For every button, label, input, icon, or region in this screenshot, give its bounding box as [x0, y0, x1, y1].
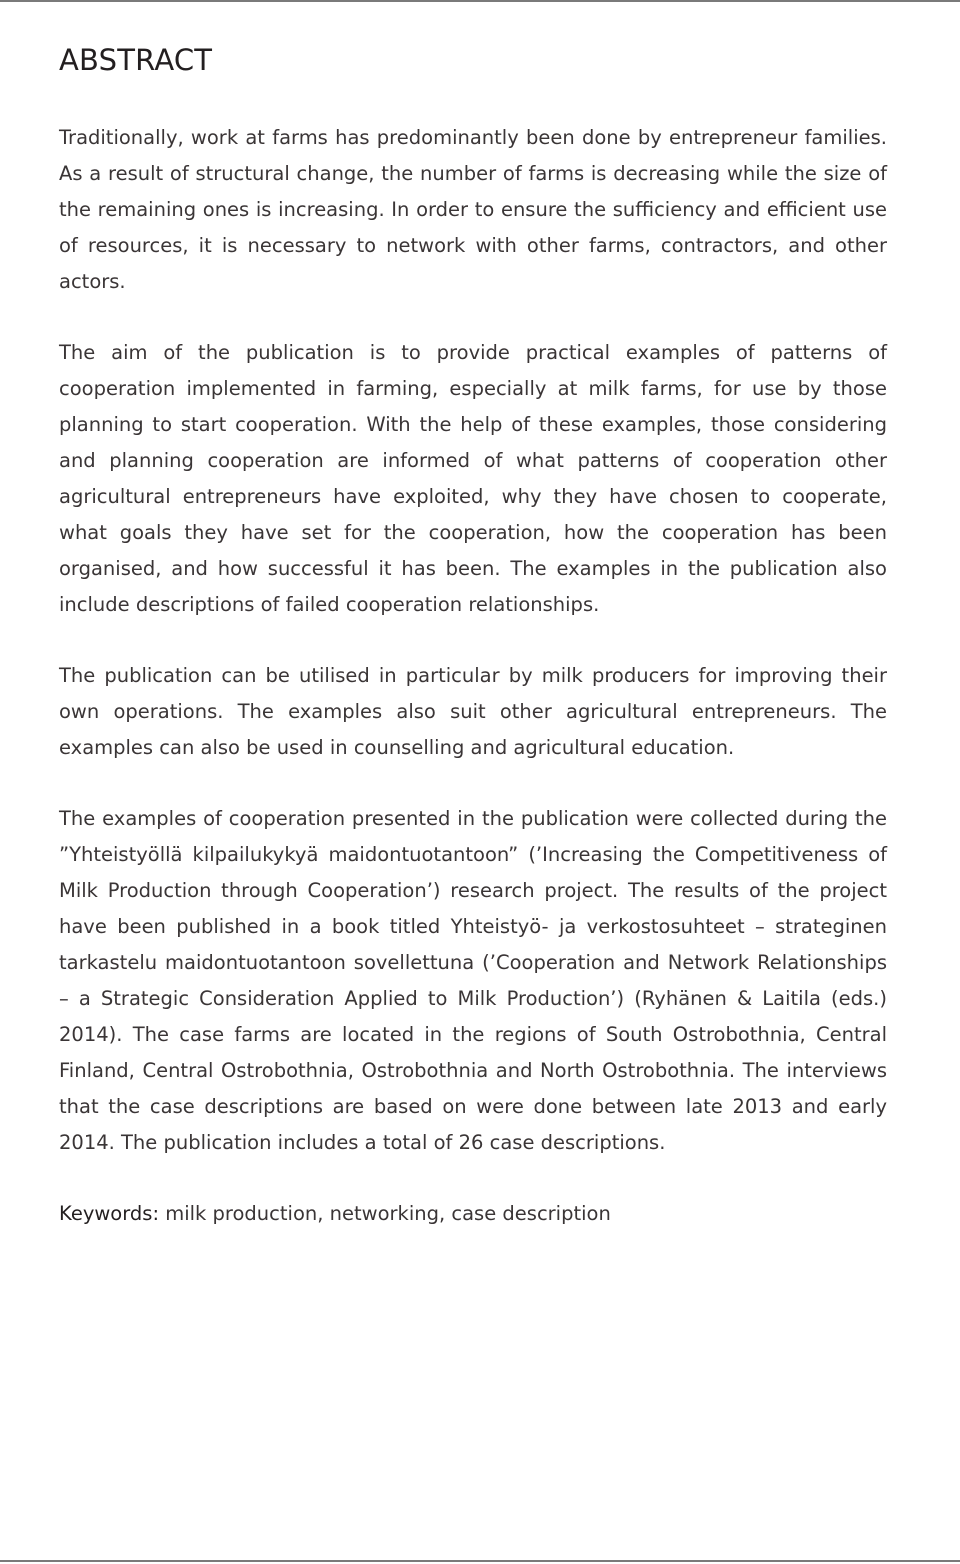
paragraph-sources: The examples of cooperation presented in the publication were collected during the ”Yhteistyöllä kilpailukykyä maidontuotantoon” (’Increasing the Competitiveness of Milk Production through Cooperation’) research project. The results of the project have been published in a book titled Yhteistyö- ja verkostosuhteet – strateginen tarkastelu maidontuotantoon sovellettuna (’Cooperation and Network Relationships – a Strategic Consideration Applied to Milk Production’) (Ryhänen & Laitila (eds.) 2014). The case farms are located in the regions of South Ostrobothnia, Central Finland, Central Ostrobothnia, Ostrobothnia and North Ostrobothnia. The interviews that the case descriptions are based on were done between late 2013 and early 2014. The publication includes a total of 26 case descriptions. — [59, 807, 887, 1154]
keywords-line — [59, 1196, 887, 1232]
paragraph-aim: The aim of the publication is to provide practical examples of patterns of cooperation implemented in farming, especially at milk farms, for use by those planning to start cooperation. With the help of these examples, those considering and planning cooperation are informed of what patterns of cooperation other agricultural entrepreneurs have exploited, why they have chosen to cooperate, what goals they have set for the cooperation, how the cooperation has been organised, and how successful it has been. The examples in the publication also include descriptions of failed cooperation relationships. — [59, 341, 887, 616]
keywords-label: Keywords: — [59, 1202, 160, 1225]
paragraph-usage: The publication can be utilised in particular by milk producers for improving their own operations. The examples also suit other agricultural entrepreneurs. The examples can also be used in counselling and agricultural education. — [59, 664, 887, 759]
abstract-section — [59, 38, 887, 1232]
top-rule — [0, 0, 960, 2]
paragraph-background: Traditionally, work at farms has predominantly been done by entrepreneur families. As a result of structural change, the number of farms is decreasing while the size of the remaining ones is increasing. In order to ensure the sufficiency and efficient use of resources, it is necessary to network with other farms, contractors, and other actors. — [59, 126, 887, 293]
bottom-rule — [0, 1560, 960, 1562]
keywords-value: milk production, networking, case description — [159, 1202, 611, 1225]
page-heading: ABSTRACT — [59, 43, 213, 77]
